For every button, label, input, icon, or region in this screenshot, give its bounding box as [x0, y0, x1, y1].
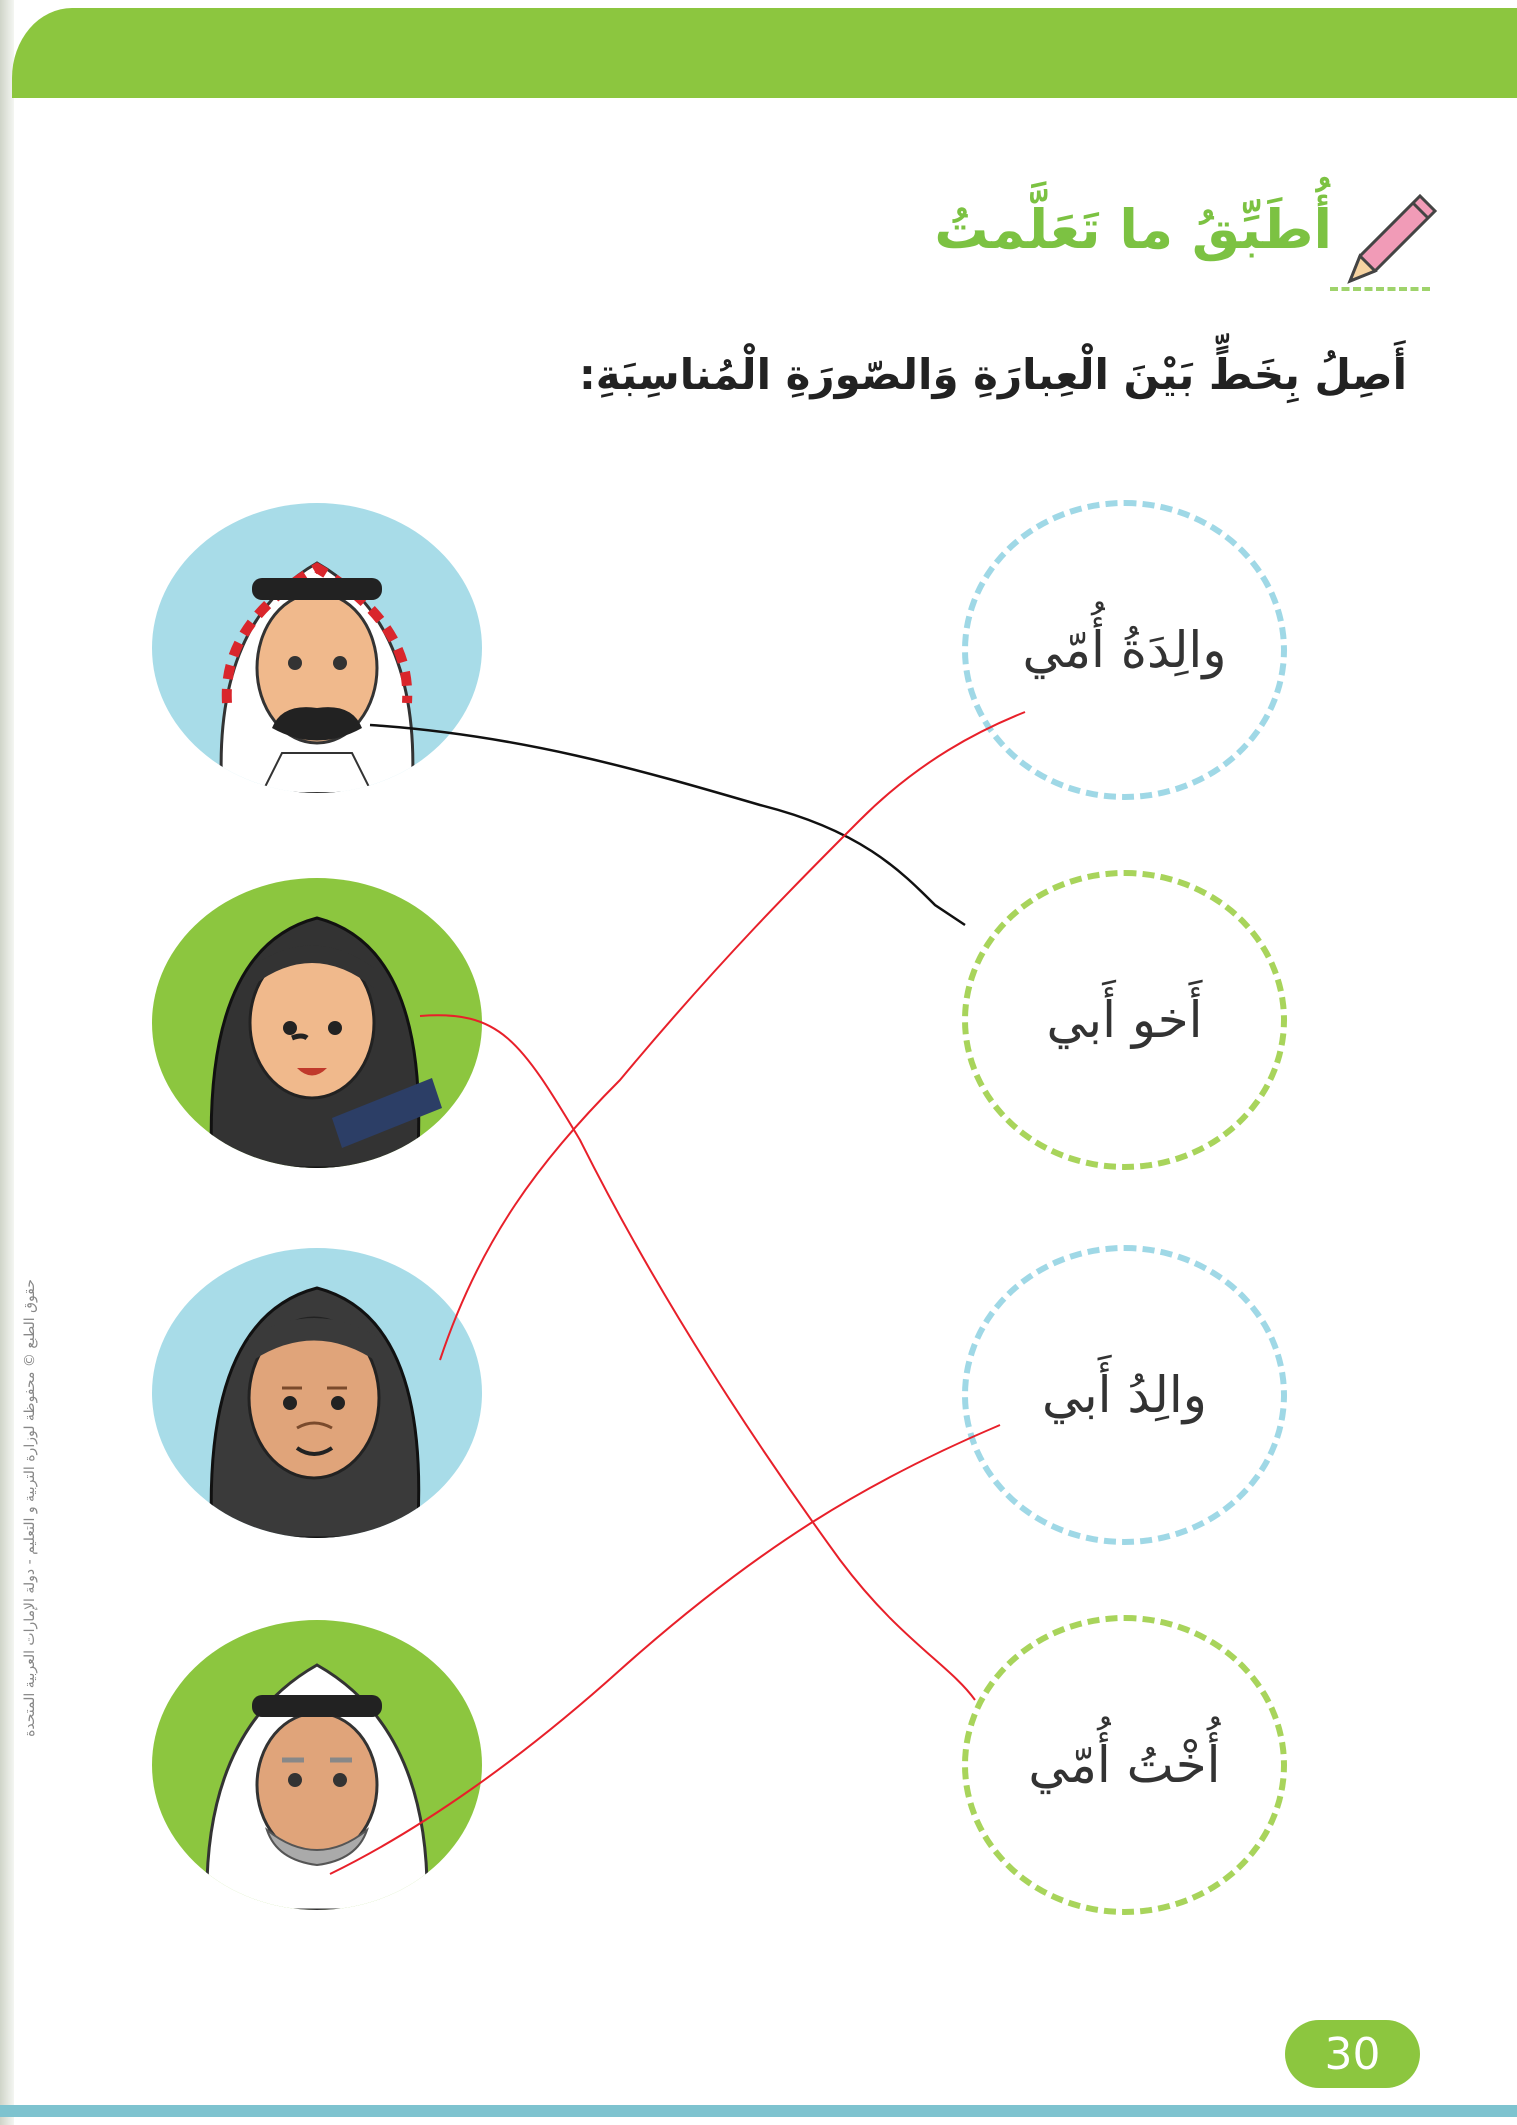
old-man-avatar[interactable] [152, 1620, 482, 1910]
phrase-label: والِدَةُ أُمّي [1022, 621, 1227, 679]
section-heading: أُطَبِّقُ ما تَعَلَّمتُ [934, 198, 1332, 261]
match-line-young-man [370, 725, 965, 925]
pencil-icon [1335, 186, 1445, 296]
page-edge-shadow [0, 0, 14, 2125]
top-green-band [12, 8, 1517, 98]
old-woman-avatar[interactable] [152, 1248, 482, 1538]
bottom-blue-band [0, 2105, 1517, 2117]
phrase-circle-father-brother[interactable] [962, 870, 1287, 1170]
phrase-circle-mother-mother[interactable] [962, 500, 1287, 800]
phrase-label: والِدُ أَبي [1042, 1366, 1207, 1424]
phrase-label: أُخْتُ أُمّي [1028, 1736, 1221, 1794]
instruction-text: أَصِلُ بِخَطٍّ بَيْنَ الْعِبارَةِ وَالصّورَةِ الْمُناسِبَةِ: [579, 350, 1407, 399]
side-copyright-credit: حقوق الطبع © محفوظة لوزارة التربية و التعليم - دولة الإمارات العربية المتحدة [22, 1279, 38, 1737]
match-line-young-woman [420, 1015, 975, 1700]
young-man-avatar[interactable] [152, 503, 482, 793]
page-number: 30 [1285, 2020, 1420, 2088]
phrase-label: أَخو أَبي [1046, 991, 1203, 1049]
phrase-circle-father-father[interactable] [962, 1245, 1287, 1545]
match-line-old-woman [440, 712, 1025, 1360]
phrase-circle-mother-sister[interactable] [962, 1615, 1287, 1915]
heading-underline [1330, 287, 1430, 291]
young-woman-avatar[interactable] [152, 878, 482, 1168]
